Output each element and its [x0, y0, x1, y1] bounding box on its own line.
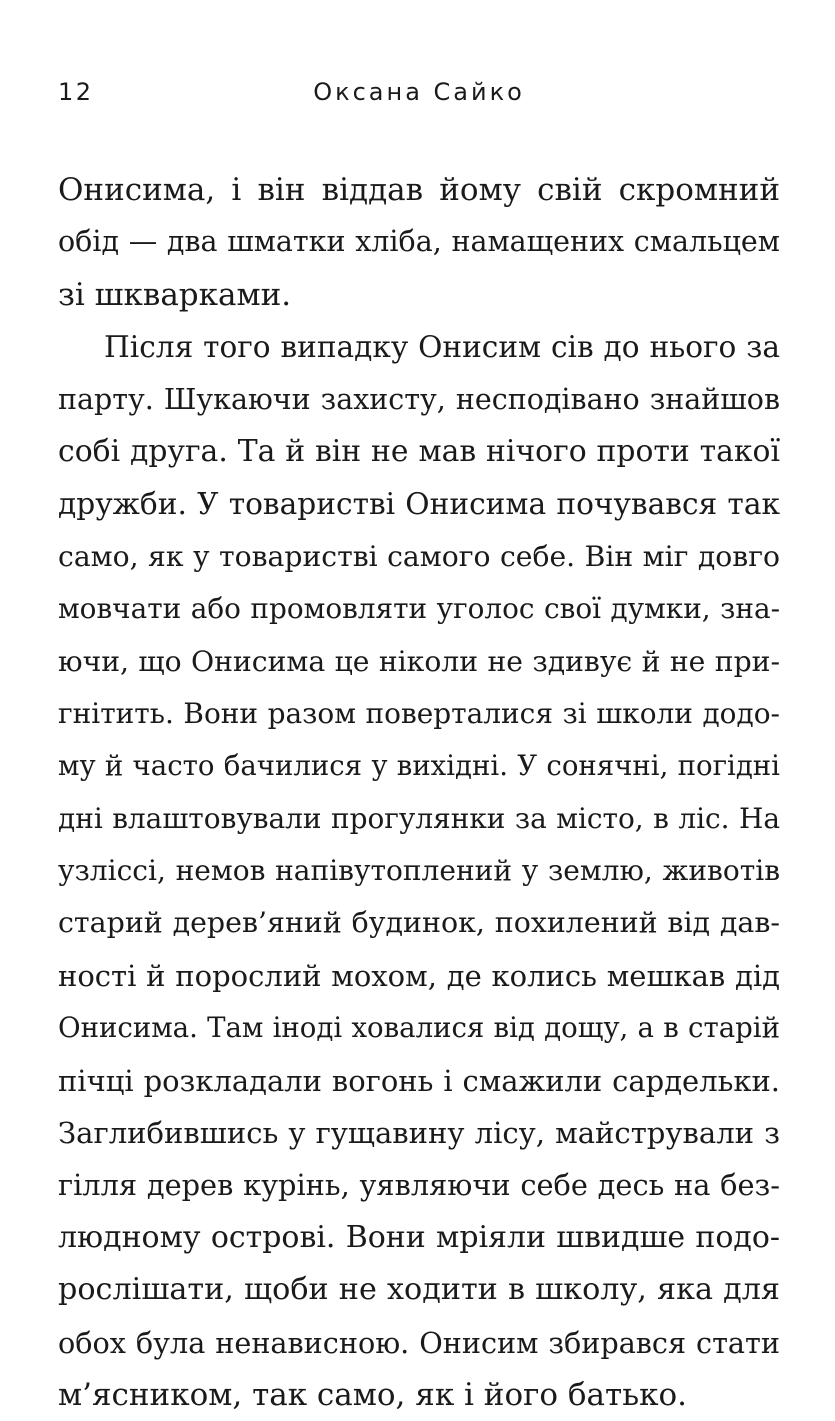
text-line: узліссі, немов напівутоплений у землю, животів	[58, 854, 780, 888]
text-line: му й часто бачилися у вихідні. У сонячні, погідні	[58, 749, 780, 783]
text-line: старий дерев’яний будинок, похилений від дав-	[58, 906, 780, 940]
text-line: обід — два шматки хліба, намащених смальцем	[58, 225, 780, 259]
page-number: 12	[58, 78, 94, 106]
text-line: обох була ненависною. Онисим збирався стати	[58, 1325, 780, 1360]
text-line: само, як у товаристві самого себе. Він міг довго	[58, 539, 780, 573]
text-line: рослішати, щоби не ходити в школу, яка для	[58, 1272, 780, 1308]
running-head	[58, 78, 780, 112]
text-line: Після того випадку Онисим сів до нього за	[104, 330, 780, 365]
text-line: зі шкварками.	[58, 276, 292, 313]
text-line: Онисима. Там іноді ховалися від дощу, а в старій	[58, 1011, 780, 1045]
text-line: дружби. У товаристві Онисима почувався так	[58, 486, 780, 522]
body-text	[58, 164, 780, 1421]
book-author: Оксана Сайко	[313, 78, 525, 106]
text-line: пічці розкладали вогонь і смажили сардельки.	[58, 1063, 780, 1098]
text-line: ючи, що Онисима це ніколи не здивує й не при-	[58, 644, 780, 678]
text-line: Заглибившись у гущавину лісу, майстрували з	[58, 1116, 780, 1151]
text-line: гнітить. Вони разом поверталися зі школи додо-	[58, 696, 780, 730]
text-line: людному острові. Вони мріяли швидше подо-	[58, 1219, 780, 1255]
text-line: парту. Шукаючи захисту, несподівано знайшов	[58, 382, 780, 416]
text-line: дні влаштовували прогулянки за місто, в ліс. На	[58, 801, 780, 835]
text-line: ності й порослий мохом, де колись мешкав дід	[58, 958, 780, 993]
text-line: Онисима, і він віддав йому свій скромний	[58, 172, 780, 208]
text-line: м’ясником, так само, як і його батько.	[58, 1376, 687, 1413]
text-line: гілля дерев курінь, уявляючи себе десь на без-	[58, 1168, 780, 1203]
text-line: мовчати або промовляти уголос свої думки, зна-	[58, 592, 780, 626]
text-line: собі друга. Та й він не мав нічого проти такої	[58, 433, 780, 469]
